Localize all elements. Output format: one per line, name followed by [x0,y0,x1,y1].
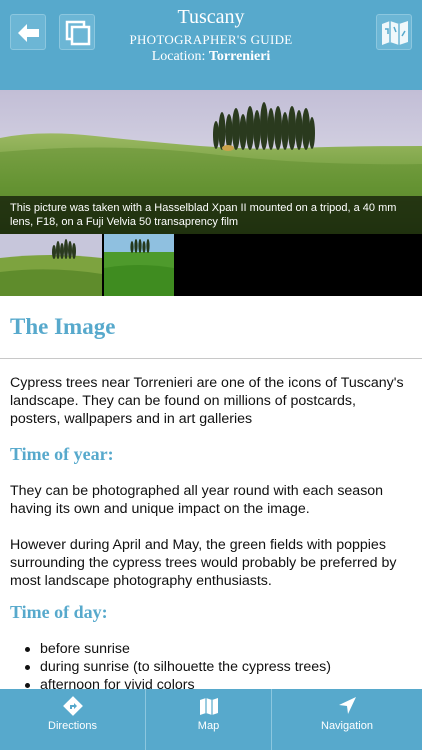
tab-map-label: Map [197,720,220,732]
tab-directions-label: Directions [48,720,97,732]
thumbnail-2[interactable] [104,234,174,296]
directions-icon [62,695,84,717]
photo-caption: This picture was taken with a Hasselblad Xpan II mounted on a tripod, a 40 mm lens, F18, on a Fuji Velvia 50 transaprency film [0,196,422,234]
top-header [0,0,422,90]
location-value: Torrenieri [208,49,271,64]
hero-photo[interactable] [0,90,422,234]
navigation-arrow-icon [336,695,358,717]
map-button[interactable] [376,14,412,50]
time-of-year-paragraph-2: However during April and May, the green fields with poppies surrounding the cypress trees would probably be preferred by most landscape photography enthusiasts. [10,537,397,589]
tab-navigation-label: Navigation [321,720,373,732]
tab-navigation[interactable] [272,689,422,750]
intro-paragraph: Cypress trees near Torrenieri are one of the icons of Tuscany's landscape. They can be found on millions of postcards, posters, wallpapers and in art galleries [10,375,404,427]
time-of-year-paragraph-1: They can be photographed all year round with each season having its own and unique impact on the image. [10,483,384,517]
map-icon [198,695,220,717]
time-of-year-heading: Time of year: [10,444,114,464]
app-subtitle: PHOTOGRAPHER'S GUIDE [129,32,293,47]
article-content [0,296,422,689]
back-button[interactable] [10,14,46,50]
divider [0,358,422,359]
list-item: afternoon for vivid colors [10,676,410,689]
location-line [80,49,342,65]
list-item: during sunrise (to silhouette the cypress trees) [10,658,410,676]
location-label: Location: [151,49,206,64]
bottom-tab-bar [0,689,422,750]
list-item: before sunrise [10,640,410,658]
app-title: Tuscany [177,6,245,28]
time-of-day-heading: Time of day: [10,602,108,622]
thumbnail-strip [0,234,422,296]
tab-map[interactable] [146,689,271,750]
tab-directions[interactable] [0,689,145,750]
thumbnail-1[interactable] [0,234,102,296]
section-heading: The Image [10,314,116,339]
time-of-day-list [10,640,410,689]
